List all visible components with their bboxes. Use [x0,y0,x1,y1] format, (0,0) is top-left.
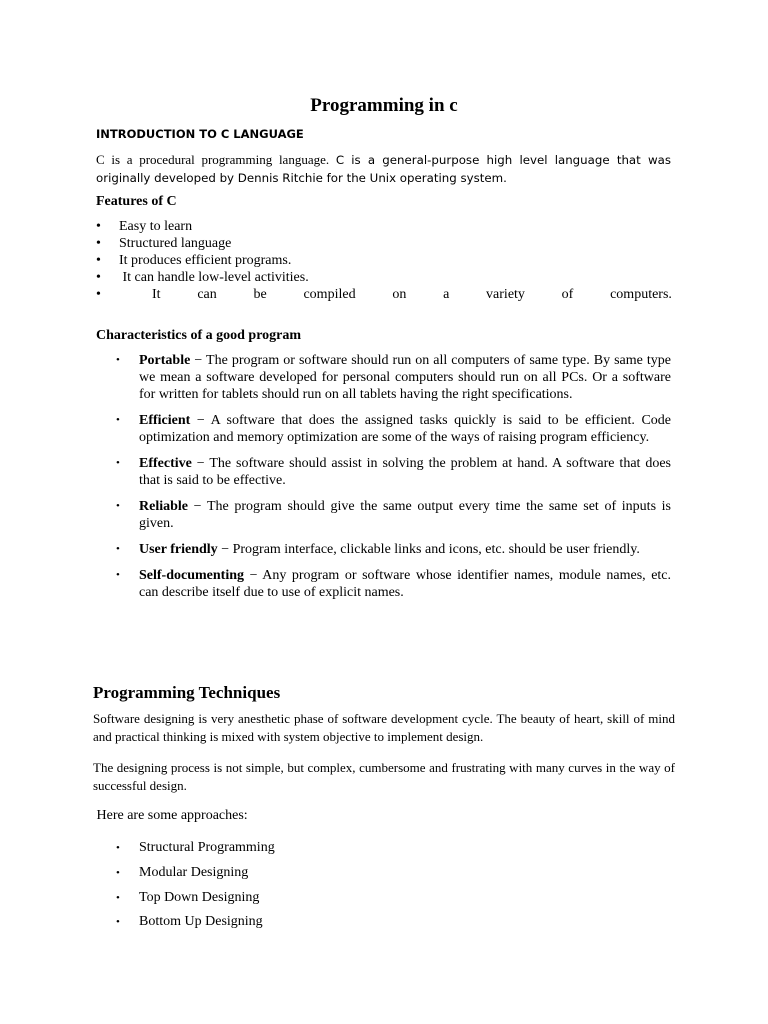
list-item: • Structured language [96,235,672,252]
intro-heading: INTRODUCTION TO C LANGUAGE [96,127,304,141]
term: Self-documenting [139,568,244,583]
intro-text-serif: C is a procedural programming language. [96,152,330,167]
term: Portable [139,353,191,368]
list-item [96,286,672,303]
intro-paragraph [96,151,671,187]
word: • It [152,287,161,302]
characteristics-heading: Characteristics of a good program [96,328,302,343]
word: variety [486,287,525,302]
list-item: • Modular Designing [116,864,275,882]
list-item: • Bottom Up Designing [116,913,275,931]
list-item: • Easy to learn [96,218,672,235]
description: − Program interface, clickable links and icons, etc. should be user friendly. [221,542,640,557]
description: − A software that does the assigned tasks quickly is said to be efficient. Code optimization and memory optimization are some of the ways of raising program efficiency. [139,413,671,445]
approaches-list [116,839,275,938]
list-item: • It can handle low-level activities. [96,269,672,286]
description: − The software should assist in solving the problem at hand. A software that does that is said to be effective. [139,456,671,488]
list-item [116,455,671,489]
approaches-intro: Here are some approaches: [93,808,248,823]
word: can [197,287,217,302]
features-list [96,218,672,303]
techniques-paragraph-2: The designing process is not simple, but complex, cumbersome and frustrating with many curves in the way of successful design. [93,760,675,793]
page-title: Programming in c [310,95,458,116]
word: be [253,287,267,302]
description: − Any program or software whose identifier names, module names, etc. can describe itself due to use of explicit names. [139,568,672,600]
list-item: • Top Down Designing [116,889,275,907]
list-item [116,541,671,558]
word: compiled [303,287,356,302]
word: on [392,287,407,302]
list-item [116,567,671,601]
list-item: • Structural Programming [116,839,275,857]
term: Reliable [139,499,188,514]
list-item [116,498,671,532]
word: a [443,287,450,302]
term: Efficient [139,413,191,428]
list-item [116,412,671,446]
term: Effective [139,456,192,471]
word: computers. [610,287,672,302]
techniques-heading: Programming Techniques [93,683,281,702]
list-item [116,352,671,403]
list-item: • It produces efficient programs. [96,252,672,269]
description: − The program should give the same output every time the same set of inputs is given. [139,499,672,531]
word: of [561,287,574,302]
characteristics-list [116,352,671,610]
features-heading: Features of C [96,194,177,209]
techniques-paragraph-1: Software designing is very anesthetic phase of software development cycle. The beauty of heart, skill of mind and practical thinking is mixed with system objective to implement design. [93,711,675,744]
description: − The program or software should run on all computers of same type. By same type we mean a software developed for personal computers should run on all PCs. Or a software for written for tablets should run on all tablets having the right specifications. [139,353,672,402]
term: User friendly [139,542,218,557]
intro-text-sans: C is a general-purpose high level language that was originally developed by Dennis Ritchie for the Unix operating system. [96,153,671,185]
